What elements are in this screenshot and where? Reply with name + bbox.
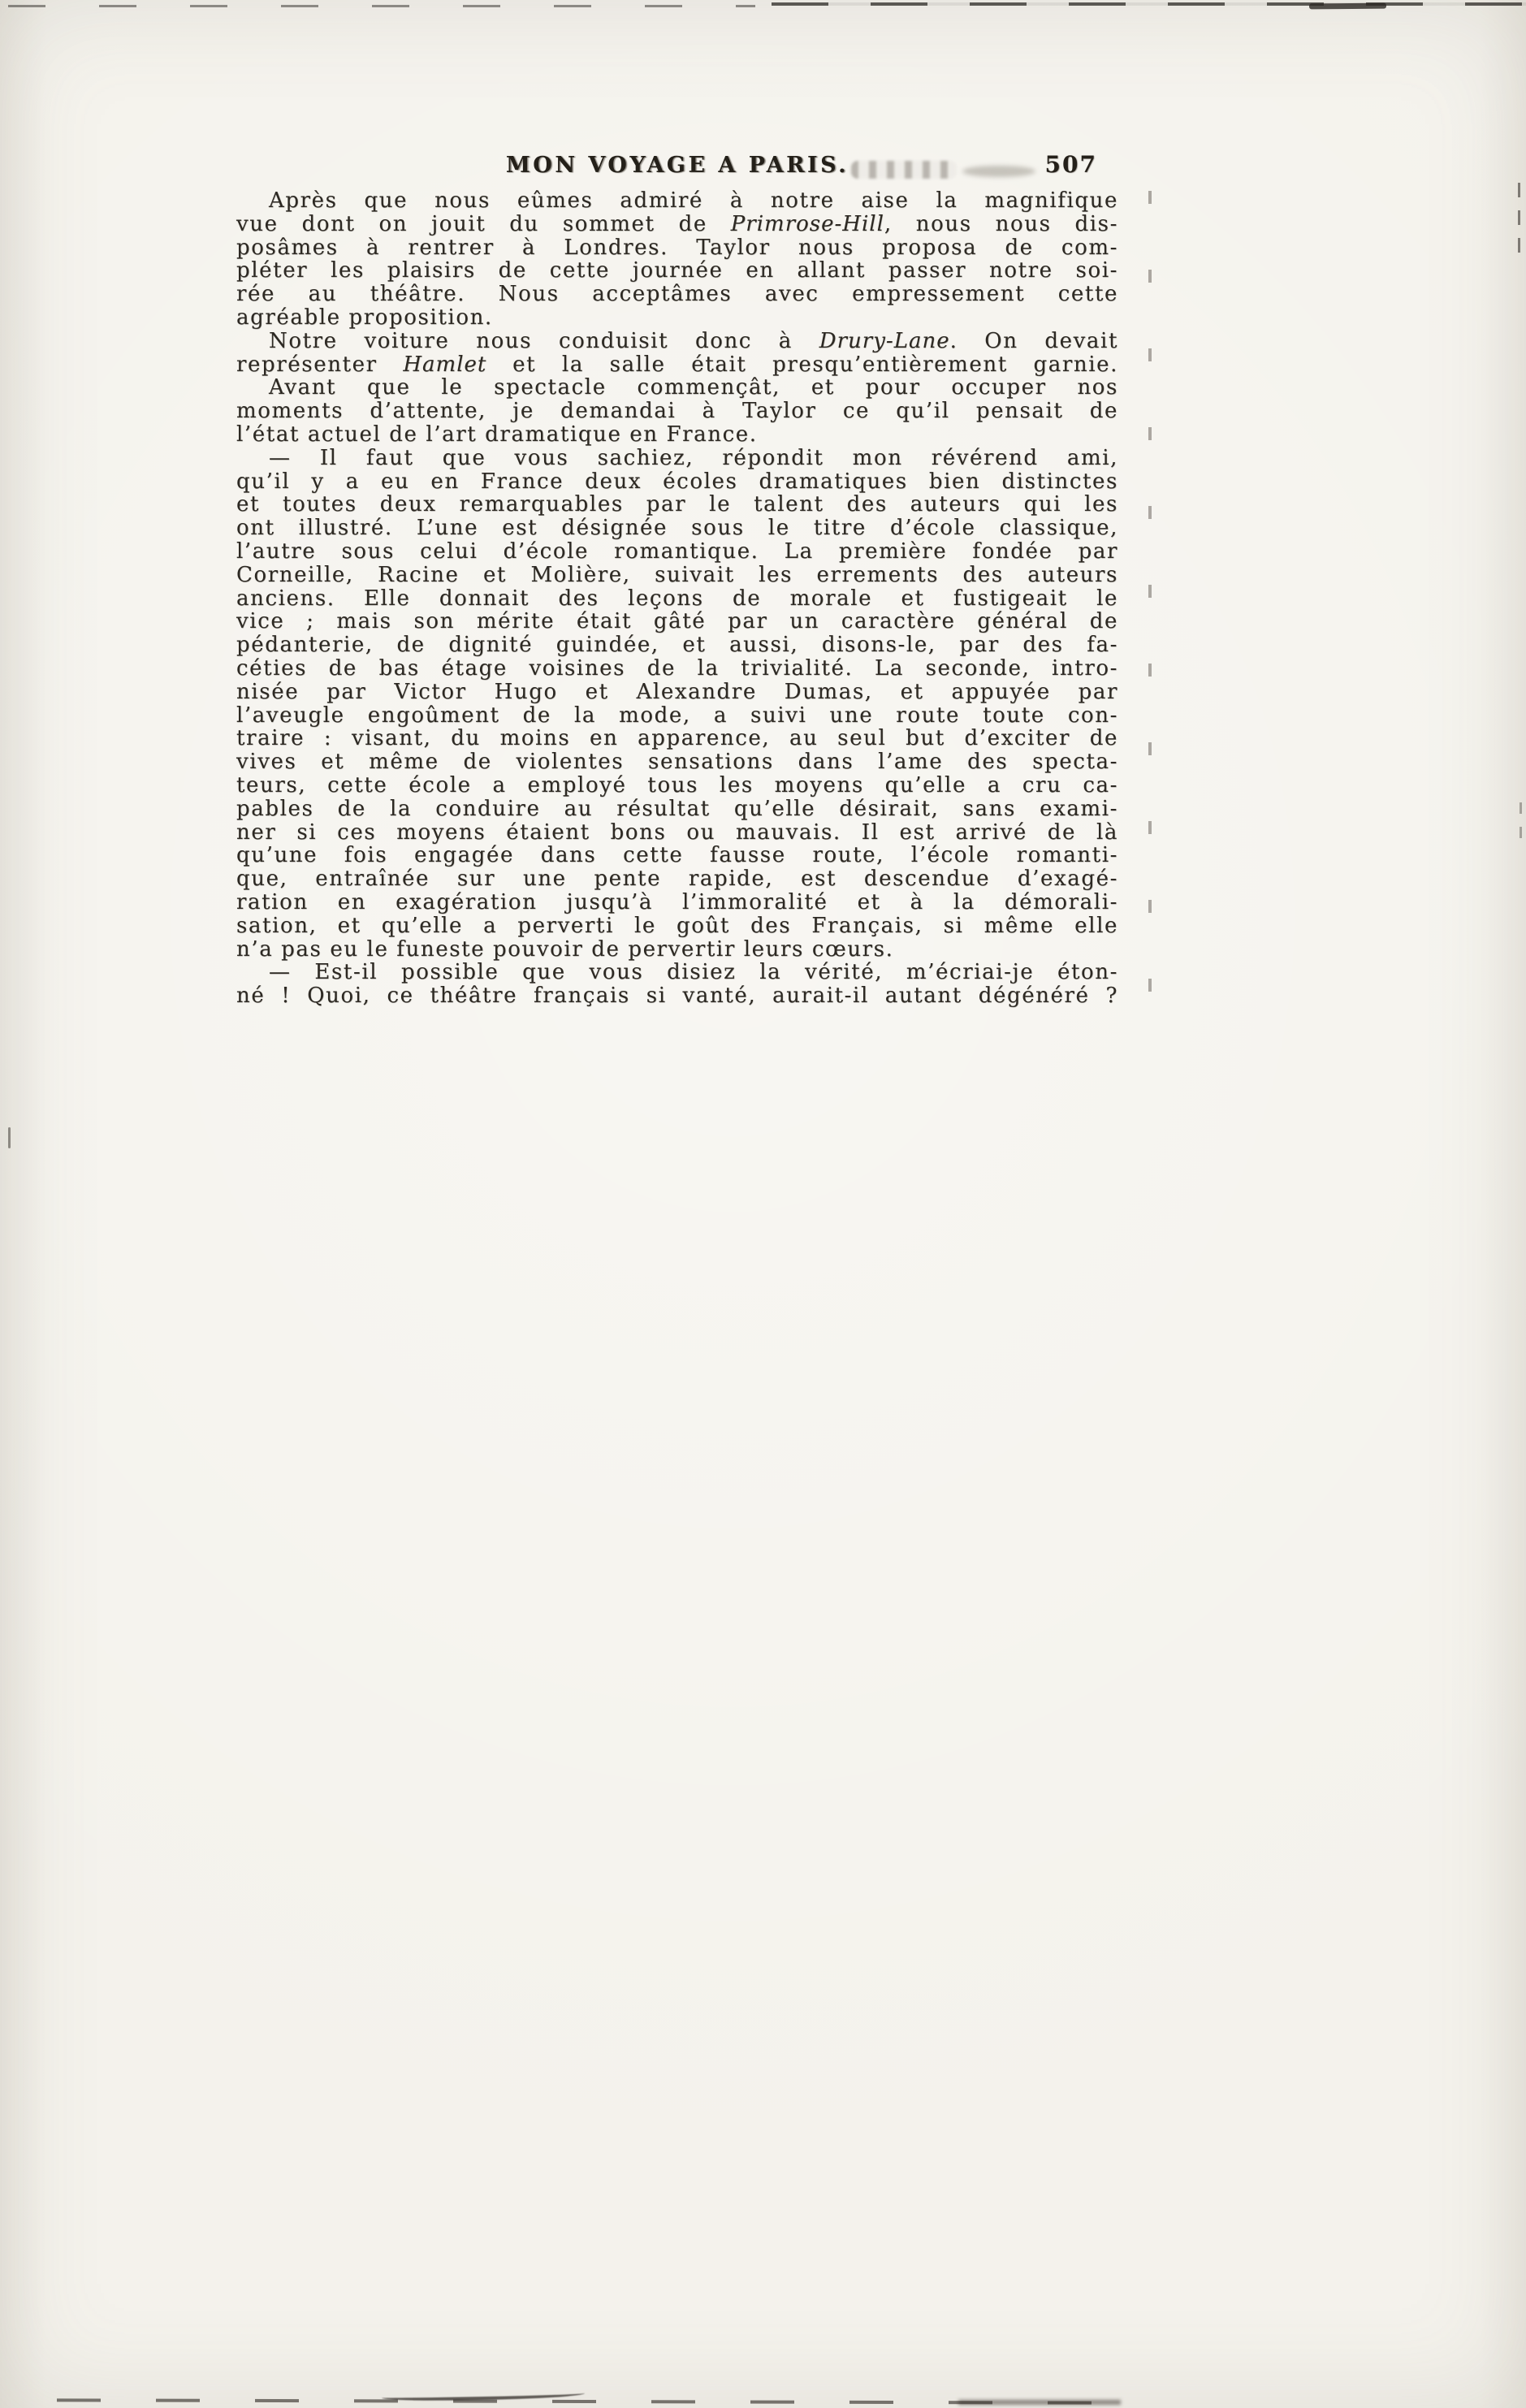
text-line: Après que nous eûmes admiré à notre aise la magnifique	[269, 188, 1118, 213]
scan-artifact-bottom-smudge	[958, 2400, 1121, 2405]
paragraph	[236, 961, 1118, 1008]
text-line: ner si ces moyens étaient bons ou mauvais. Il est arrivé de là	[236, 819, 1118, 845]
text-line: qu’il y a eu en France deux écoles dramatiques bien distinctes	[236, 469, 1118, 494]
text-line: Notre voiture nous conduisit donc à Drury-Lane. On devait	[269, 328, 1118, 353]
text-line: nisée par Victor Hugo et Alexandre Dumas, et appuyée par	[236, 679, 1118, 704]
text-line: Avant que le spectacle commençât, et pour occuper nos	[269, 375, 1118, 400]
text-line: vives et même de violentes sensations dans l’ame des specta-	[236, 750, 1118, 775]
text-line: — Est-il possible que vous disiez la vérité, m’écriai-je éton-	[269, 960, 1118, 985]
paragraph	[236, 447, 1118, 962]
scan-artifact-left-margin-mark	[8, 1127, 11, 1148]
scan-artifact-right-edge-dash	[1518, 183, 1520, 257]
text-line: représenter Hamlet et la salle était presqu’entièrement garnie.	[236, 352, 1118, 377]
scan-artifact-bottom-squiggle	[382, 2389, 585, 2402]
page-number: 507	[1044, 151, 1097, 178]
running-title: MON VOYAGE A PARIS.	[505, 153, 849, 178]
text-line: vue dont on jouit du sommet de Primrose-Hill, nous nous dis-	[236, 211, 1118, 236]
text-line: — Il faut que vous sachiez, répondit mon révérend ami,	[269, 445, 1118, 470]
text-line: vice ; mais son mérite était gâté par un caractère général de	[236, 609, 1118, 634]
paragraph	[236, 189, 1118, 330]
scan-artifact-right-edge-dash-2	[1520, 802, 1522, 851]
text-line: posâmes à rentrer à Londres. Taylor nous proposa de com-	[236, 235, 1118, 260]
text-line: pléter les plaisirs de cette journée en allant passer notre soi-	[236, 258, 1118, 283]
text-line: agréable proposition.	[236, 305, 493, 330]
scan-artifact-top-edge-left	[8, 5, 755, 7]
text-line: qu’une fois engagée dans cette fausse route, l’école romanti-	[236, 843, 1118, 868]
text-line: anciens. Elle donnait des leçons de morale et fustigeait le	[236, 586, 1118, 611]
text-line: céties de bas étage voisines de la trivialité. La seconde, intro-	[236, 655, 1118, 681]
text-line: moments d’attente, je demandai à Taylor ce qu’il pensait de	[236, 399, 1118, 424]
text-line: l’aveugle engoûment de la mode, a suivi une route toute con-	[236, 703, 1118, 728]
text-line: teurs, cette école a employé tous les moyens qu’elle a cru ca-	[236, 772, 1118, 798]
text-line: sation, et qu’elle a perverti le goût des Français, si même elle	[236, 913, 1118, 938]
scan-artifact-top-corner-dash	[1309, 3, 1386, 10]
text-line: que, entraînée sur une pente rapide, est descendue d’exagé-	[236, 867, 1118, 892]
text-line: traire : visant, du moins en apparence, au seul but d’exciter de	[236, 726, 1118, 751]
scan-artifact-bottom-edge	[57, 2398, 1096, 2404]
text-line: né ! Quoi, ce théâtre français si vanté, aurait-il autant dégénéré ?	[236, 984, 1118, 1009]
scan-artifact-right-margin-ticks	[1148, 191, 1152, 1015]
text-line: n’a pas eu le funeste pouvoir de pervertir leurs cœurs.	[236, 936, 894, 962]
text-line: Corneille, Racine et Molière, suivait les errements des auteurs	[236, 562, 1118, 587]
text-line: l’état actuel de l’art dramatique en France.	[236, 422, 758, 447]
text-line: rée au théâtre. Nous acceptâmes avec empressement cette	[236, 282, 1118, 307]
paragraph	[236, 376, 1118, 446]
scan-artifact-top-edge-right	[772, 2, 1526, 6]
paragraph	[236, 330, 1118, 377]
page-header	[236, 153, 1118, 182]
text-line: pables de la conduire au résultat qu’elle désirait, sans exami-	[236, 796, 1118, 821]
text-line: ont illustré. L’une est désignée sous le titre d’école classique,	[236, 516, 1118, 541]
text-line: l’autre sous celui d’école romantique. La première fondée par	[236, 538, 1118, 564]
text-line: et toutes deux remarquables par le talent des auteurs qui les	[236, 492, 1118, 517]
page-text	[236, 189, 1118, 1008]
text-line: pédanterie, de dignité guindée, et aussi, disons-le, par des fa-	[236, 633, 1118, 658]
text-line: ration en exagération jusqu’à l’immoralité et à la démorali-	[236, 889, 1118, 914]
